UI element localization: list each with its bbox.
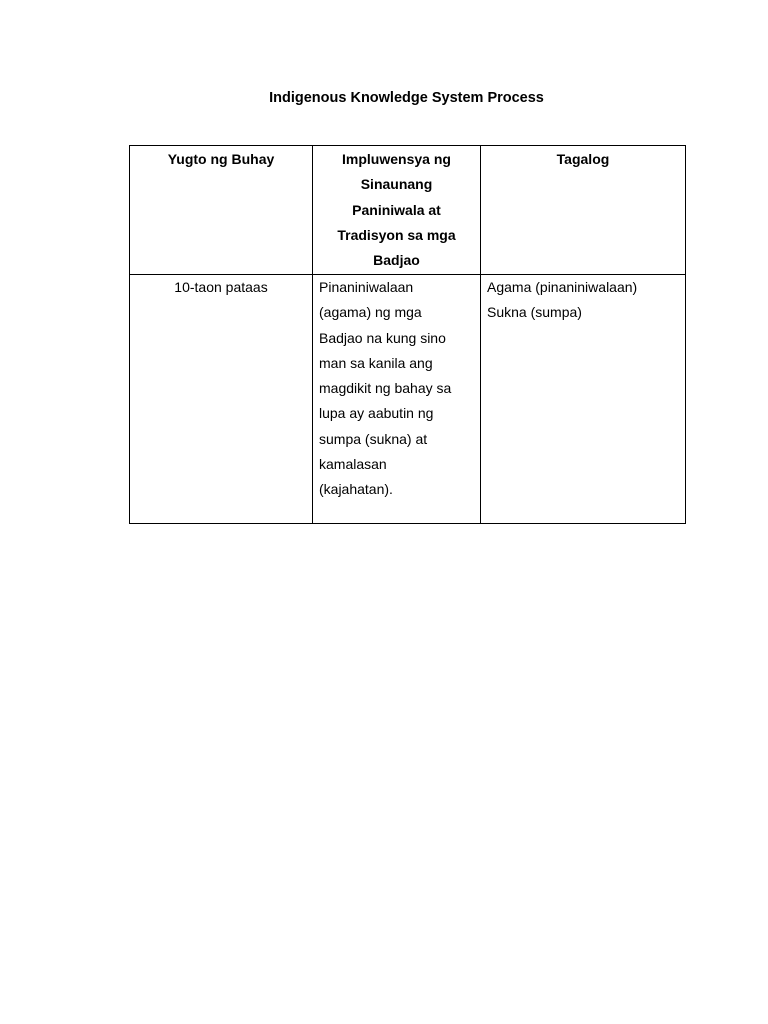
influence-line: Badjao na kung sino: [319, 329, 446, 346]
cell-stage: 10-taon pataas: [130, 275, 313, 524]
header-impluwensya-line: Tradisyon sa mga: [337, 226, 456, 243]
cell-tagalog: [481, 275, 686, 524]
influence-line: Pinaniniwalaan: [319, 279, 414, 295]
influence-line: man sa kanila ang: [319, 354, 433, 371]
header-impluwensya: [313, 146, 481, 275]
influence-line: lupa ay aabutin ng: [319, 405, 434, 422]
header-impluwensya-line: Sinaunang: [360, 176, 433, 193]
influence-line: magdikit ng bahay sa: [319, 380, 452, 397]
ik-process-table: [129, 145, 686, 524]
tagalog-line: Sukna (sumpa): [487, 304, 582, 321]
header-yugto-ng-buhay: Yugto ng Buhay: [130, 146, 313, 275]
table-row: [130, 275, 686, 524]
tagalog-line: Agama (pinaniniwalaan): [487, 279, 638, 295]
header-impluwensya-line: Badjao: [373, 252, 420, 269]
influence-line: (kajahatan).: [319, 481, 393, 498]
influence-line: kamalasan: [319, 456, 387, 473]
influence-line: sumpa (sukna) at: [319, 430, 428, 447]
header-tagalog: Tagalog: [481, 146, 686, 275]
influence-line: (agama) ng mga: [319, 304, 422, 321]
document-title: Indigenous Knowledge System Process: [269, 90, 544, 106]
header-impluwensya-line: Impluwensya ng: [342, 151, 451, 167]
table-header-row: [130, 146, 686, 275]
header-impluwensya-line: Paniniwala at: [352, 201, 441, 218]
cell-influence: [313, 275, 481, 524]
